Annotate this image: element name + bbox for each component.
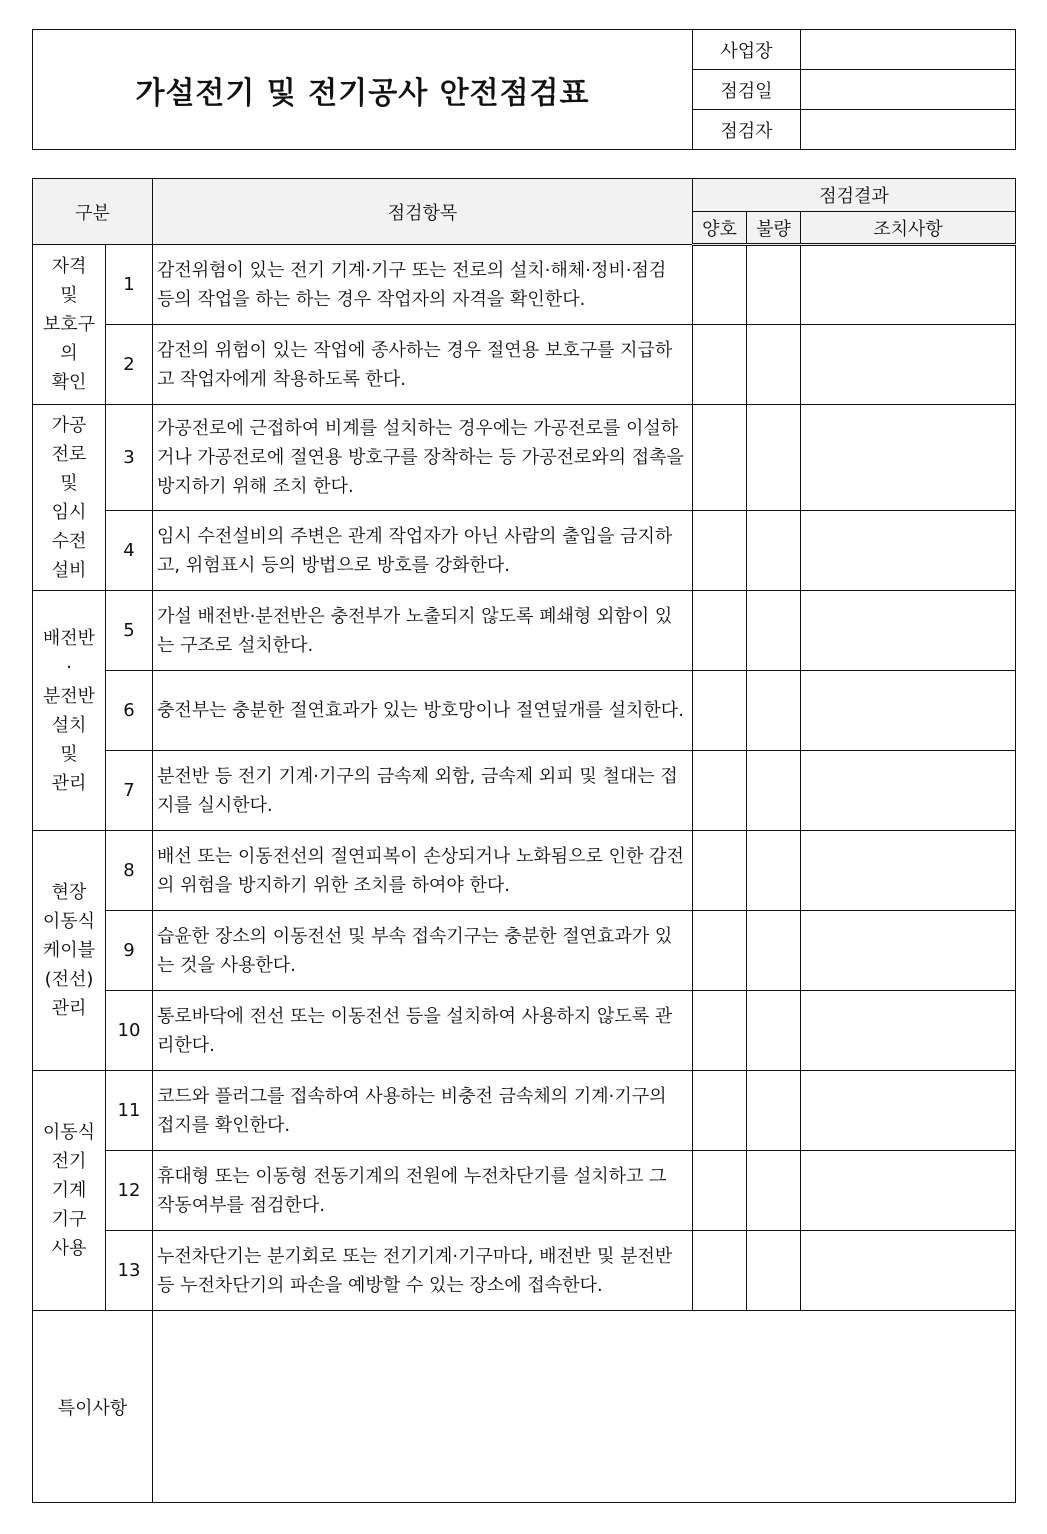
category-label: 현장 이동식 케이블 (전선) 관리 xyxy=(42,882,96,1019)
category-label: 이동식 전기 기계 기구 사용 xyxy=(42,1122,96,1259)
bad-cell[interactable] xyxy=(747,831,801,911)
item-text: 분전반 등 전기 기계·기구의 금속제 외함, 금속제 외피 및 철대는 접지를 실시한다. xyxy=(153,751,693,831)
good-cell[interactable] xyxy=(693,405,747,511)
good-cell[interactable] xyxy=(693,831,747,911)
good-cell[interactable] xyxy=(693,1231,747,1311)
meta-label-site: 사업장 xyxy=(693,30,801,70)
item-number: 4 xyxy=(106,511,153,591)
header-category: 구분 xyxy=(33,179,153,245)
good-cell[interactable] xyxy=(693,911,747,991)
item-number: 3 xyxy=(106,405,153,511)
table-row xyxy=(33,1071,1016,1151)
item-number: 1 xyxy=(106,245,153,325)
item-text: 감전의 위험이 있는 작업에 종사하는 경우 절연용 보호구를 지급하고 작업자에게 착용하도록 한다. xyxy=(153,325,693,405)
table-row xyxy=(33,991,1016,1071)
good-cell[interactable] xyxy=(693,1071,747,1151)
table-row xyxy=(33,511,1016,591)
header-item: 점검항목 xyxy=(153,179,693,245)
header-bad: 불량 xyxy=(747,212,801,245)
bad-cell[interactable] xyxy=(747,1071,801,1151)
category-cell xyxy=(33,591,106,831)
table-row xyxy=(33,911,1016,991)
notes-field[interactable] xyxy=(153,1311,1016,1503)
table-row xyxy=(33,751,1016,831)
item-number: 7 xyxy=(106,751,153,831)
bad-cell[interactable] xyxy=(747,1231,801,1311)
bad-cell[interactable] xyxy=(747,405,801,511)
item-number: 2 xyxy=(106,325,153,405)
item-text: 통로바닥에 전선 또는 이동전선 등을 설치하여 사용하지 않도록 관리한다. xyxy=(153,991,693,1071)
table-row xyxy=(33,831,1016,911)
bad-cell[interactable] xyxy=(747,591,801,671)
meta-value-inspector[interactable] xyxy=(801,110,1016,150)
action-cell[interactable] xyxy=(801,511,1016,591)
item-text: 코드와 플러그를 접속하여 사용하는 비충전 금속체의 기계·기구의 접지를 확인한다. xyxy=(153,1071,693,1151)
page-title: 가설전기 및 전기공사 안전점검표 xyxy=(33,30,693,150)
item-text: 배선 또는 이동전선의 절연피복이 손상되거나 노화됨으로 인한 감전의 위험을 방지하기 위한 조치를 하여야 한다. xyxy=(153,831,693,911)
item-text: 임시 수전설비의 주변은 관계 작업자가 아닌 사람의 출입을 금지하고, 위험표시 등의 방법으로 방호를 강화한다. xyxy=(153,511,693,591)
category-label: 자격 및 보호구 의 확인 xyxy=(42,256,96,393)
table-row xyxy=(33,1151,1016,1231)
good-cell[interactable] xyxy=(693,325,747,405)
action-cell[interactable] xyxy=(801,911,1016,991)
checklist-table xyxy=(32,178,1016,1503)
action-cell[interactable] xyxy=(801,591,1016,671)
table-row xyxy=(33,405,1016,511)
item-text: 감전위험이 있는 전기 기계·기구 또는 전로의 설치·해체·정비·점검 등의 작업을 하는 하는 경우 작업자의 자격을 확인한다. xyxy=(153,245,693,325)
header-action: 조치사항 xyxy=(801,212,1016,245)
item-number: 13 xyxy=(106,1231,153,1311)
header-table xyxy=(32,29,1016,150)
item-number: 11 xyxy=(106,1071,153,1151)
item-number: 9 xyxy=(106,911,153,991)
item-text: 가설 배전반·분전반은 충전부가 노출되지 않도록 폐쇄형 외함이 있는 구조로 설치한다. xyxy=(153,591,693,671)
category-label: 배전반· 분전반 설치 및 관리 xyxy=(42,627,96,794)
bad-cell[interactable] xyxy=(747,991,801,1071)
action-cell[interactable] xyxy=(801,831,1016,911)
item-text: 충전부는 충분한 절연효과가 있는 방호망이나 절연덮개를 설치한다. xyxy=(153,671,693,751)
category-label: 가공 전로 및 임시 수전 설비 xyxy=(51,414,87,581)
action-cell[interactable] xyxy=(801,991,1016,1071)
item-text: 누전차단기는 분기회로 또는 전기기계·기구마다, 배전반 및 분전반 등 누전차단기의 파손을 예방할 수 있는 장소에 접속한다. xyxy=(153,1231,693,1311)
category-cell xyxy=(33,245,106,405)
category-cell xyxy=(33,405,106,591)
action-cell[interactable] xyxy=(801,325,1016,405)
table-row xyxy=(33,325,1016,405)
table-row xyxy=(33,1231,1016,1311)
action-cell[interactable] xyxy=(801,405,1016,511)
action-cell[interactable] xyxy=(801,671,1016,751)
header-result: 점검결과 xyxy=(693,179,1016,212)
header-good: 양호 xyxy=(693,212,747,245)
bad-cell[interactable] xyxy=(747,751,801,831)
item-text: 습윤한 장소의 이동전선 및 부속 접속기구는 충분한 절연효과가 있는 것을 사용한다. xyxy=(153,911,693,991)
meta-label-date: 점검일 xyxy=(693,70,801,110)
bad-cell[interactable] xyxy=(747,911,801,991)
bad-cell[interactable] xyxy=(747,325,801,405)
bad-cell[interactable] xyxy=(747,245,801,325)
notes-label: 특이사항 xyxy=(33,1311,153,1503)
good-cell[interactable] xyxy=(693,671,747,751)
table-row xyxy=(33,245,1016,325)
notes-row xyxy=(33,1311,1016,1503)
good-cell[interactable] xyxy=(693,1151,747,1231)
category-cell xyxy=(33,1071,106,1311)
meta-value-date[interactable] xyxy=(801,70,1016,110)
item-text: 가공전로에 근접하여 비계를 설치하는 경우에는 가공전로를 이설하거나 가공전로에 절연용 방호구를 장착하는 등 가공전로와의 접촉을 방지하기 위해 조치 한다. xyxy=(153,405,693,511)
good-cell[interactable] xyxy=(693,511,747,591)
bad-cell[interactable] xyxy=(747,1151,801,1231)
action-cell[interactable] xyxy=(801,751,1016,831)
meta-label-inspector: 점검자 xyxy=(693,110,801,150)
item-number: 12 xyxy=(106,1151,153,1231)
table-row xyxy=(33,591,1016,671)
table-row xyxy=(33,671,1016,751)
good-cell[interactable] xyxy=(693,991,747,1071)
bad-cell[interactable] xyxy=(747,671,801,751)
action-cell[interactable] xyxy=(801,245,1016,325)
good-cell[interactable] xyxy=(693,245,747,325)
category-cell xyxy=(33,831,106,1071)
action-cell[interactable] xyxy=(801,1151,1016,1231)
good-cell[interactable] xyxy=(693,591,747,671)
bad-cell[interactable] xyxy=(747,511,801,591)
item-number: 6 xyxy=(106,671,153,751)
action-cell[interactable] xyxy=(801,1071,1016,1151)
item-number: 5 xyxy=(106,591,153,671)
good-cell[interactable] xyxy=(693,751,747,831)
item-number: 8 xyxy=(106,831,153,911)
action-cell[interactable] xyxy=(801,1231,1016,1311)
item-text: 휴대형 또는 이동형 전동기계의 전원에 누전차단기를 설치하고 그 작동여부를 점검한다. xyxy=(153,1151,693,1231)
meta-value-site[interactable] xyxy=(801,30,1016,70)
item-number: 10 xyxy=(106,991,153,1071)
